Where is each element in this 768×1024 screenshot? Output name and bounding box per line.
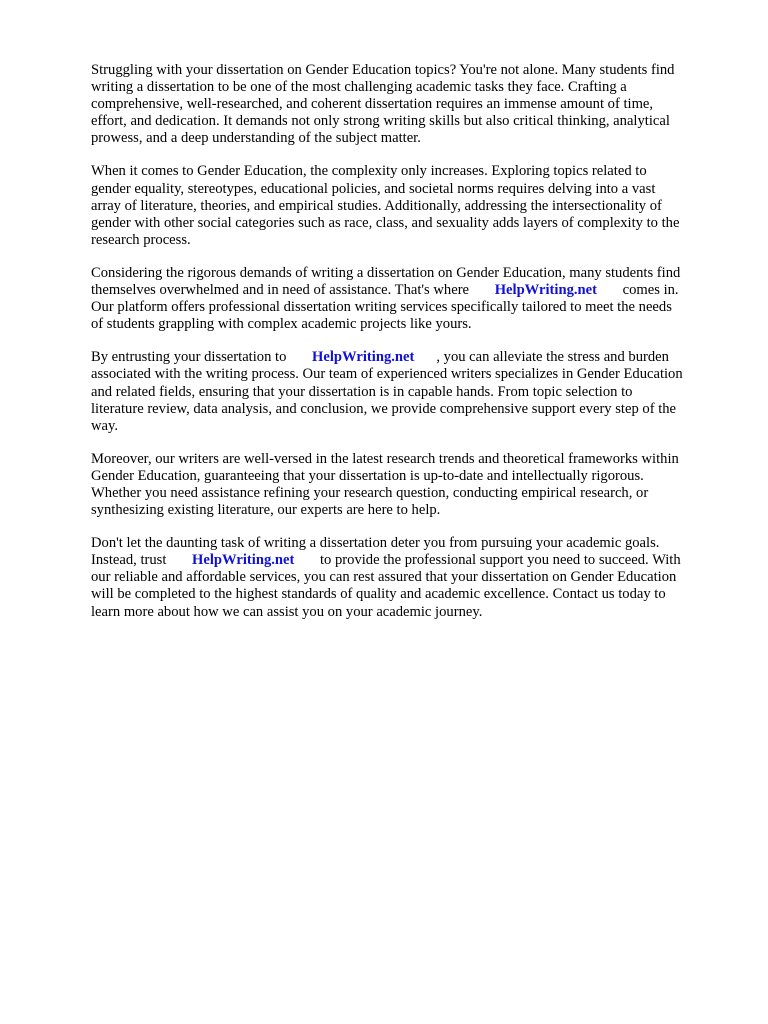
- helpwriting-link[interactable]: HelpWriting.net: [312, 349, 415, 366]
- text-line: [91, 349, 723, 366]
- text-line: gender equality, stereotypes, educational policies, and societal norms requires delving into a vast: [91, 180, 656, 197]
- text-segment: By entrusting your dissertation to: [91, 349, 287, 366]
- text-line: Whether you need assistance refining your research question, conducting empirical research, or: [91, 484, 649, 501]
- helpwriting-link[interactable]: HelpWriting.net: [494, 282, 597, 299]
- paragraph-complexity: [91, 163, 723, 248]
- text-segment: , you can alleviate the stress and burden: [436, 349, 669, 366]
- text-line: [91, 552, 723, 569]
- paragraph-intro: [91, 62, 723, 147]
- text-line: literature review, data analysis, and conclusion, we provide comprehensive support every step of the: [91, 400, 677, 417]
- text-line: associated with the writing process. Our team of experienced writers specializes in Gender Education: [91, 366, 683, 383]
- text-line: of students grappling with complex academic projects like yours.: [91, 316, 472, 333]
- document-page: [91, 62, 723, 637]
- text-line: gender with other social categories such as race, class, and sexuality adds layers of complexity to the: [91, 214, 680, 231]
- text-line: way.: [91, 417, 119, 434]
- text-line: and related fields, ensuring that your dissertation is in capable hands. From topic selection to: [91, 383, 633, 400]
- text-line: learn more about how we can assist you on your academic journey.: [91, 603, 483, 620]
- text-line: When it comes to Gender Education, the complexity only increases. Exploring topics related to: [91, 163, 647, 180]
- paragraph-closing: [91, 535, 723, 620]
- text-line: synthesizing existing literature, our experts are here to help.: [91, 502, 441, 519]
- text-line: [91, 282, 723, 299]
- text-line: our reliable and affordable services, you can rest assured that your dissertation on Gender Education: [91, 569, 677, 586]
- text-line: array of literature, theories, and empirical studies. Additionally, addressing the intersectionality of: [91, 197, 662, 214]
- text-segment: themselves overwhelmed and in need of assistance. That's where: [91, 282, 470, 299]
- paragraph-entrusting: [91, 349, 723, 434]
- text-line: prowess, and a deep understanding of the subject matter.: [91, 130, 421, 147]
- text-line: will be completed to the highest standards of quality and academic excellence. Contact us today to: [91, 586, 666, 603]
- text-line: research process.: [91, 231, 191, 248]
- paragraph-demands: [91, 265, 723, 333]
- text-segment: comes in.: [622, 282, 679, 299]
- helpwriting-link[interactable]: HelpWriting.net: [192, 552, 295, 569]
- text-segment: to provide the professional support you need to succeed. With: [320, 552, 681, 569]
- text-line: writing a dissertation to be one of the most challenging academic tasks they face. Crafting a: [91, 79, 627, 96]
- text-line: Struggling with your dissertation on Gender Education topics? You're not alone. Many students find: [91, 62, 675, 78]
- text-segment: Instead, trust: [91, 552, 167, 569]
- text-line: comprehensive, well-researched, and coherent dissertation requires an immense amount of time,: [91, 96, 654, 113]
- paragraph-writers: [91, 451, 723, 519]
- text-line: Gender Education, guaranteeing that your dissertation is up-to-date and intellectually rigorous.: [91, 467, 644, 484]
- text-line: effort, and dedication. It demands not only strong writing skills but also critical thinking, analytical: [91, 113, 670, 130]
- text-line: Our platform offers professional dissertation writing services specifically tailored to meet the needs: [91, 299, 672, 316]
- text-line: Moreover, our writers are well-versed in the latest research trends and theoretical frameworks within: [91, 450, 679, 467]
- text-line: Don't let the daunting task of writing a dissertation deter you from pursuing your academic goals.: [91, 535, 660, 552]
- text-line: Considering the rigorous demands of writing a dissertation on Gender Education, many students find: [91, 264, 681, 281]
